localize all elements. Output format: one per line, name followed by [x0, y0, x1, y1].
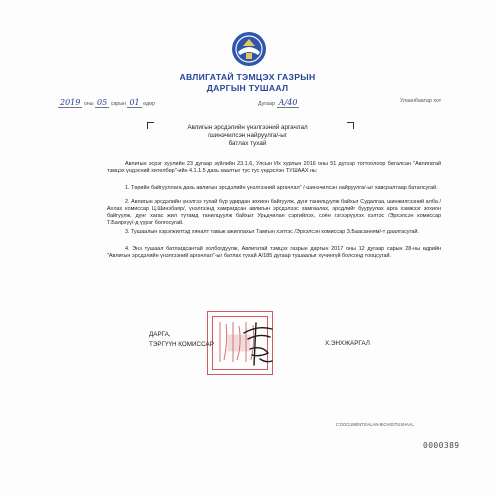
signatory-title-2: ТЭРГҮҮН КОМИССАР — [149, 340, 214, 348]
order-place: Улаанбаатар хот — [400, 98, 442, 104]
date-year-suffix: оны — [83, 101, 94, 107]
date-month: 05 — [97, 98, 108, 107]
handwritten-signature — [238, 319, 278, 369]
date-day: 01 — [129, 98, 140, 107]
file-path: C:DOCUMENTS\ALAN-BICHIG\TUSHAAL — [336, 422, 414, 427]
organization-name: АВЛИГАТАЙ ТЭМЦЭХ ГАЗРЫН — [179, 72, 316, 82]
title-line-1: Авлигын эрсдэлийн үнэлгээний аргачлал — [187, 124, 308, 131]
order-number-value: А/40 — [278, 98, 298, 107]
serial-number: 0000389 — [423, 441, 460, 450]
order-title — [120, 124, 375, 149]
title-line-2: /шинэчилсэн найруулга/-ыг — [207, 132, 288, 140]
date-month-suffix: сарын — [110, 101, 126, 107]
signatory-title-1: ДАРГА, — [149, 331, 171, 338]
date-year: 2019 — [60, 98, 81, 107]
signatory-name: Х.ЭНХЖАРГАЛ — [325, 340, 370, 347]
item-3: 3. Тушаалын хэрэгжилтэд хяналт тавьж ажиллахыг Тамгын хэлтэс /Эрхэлсэн комиссар З.Баасанням/-т даалгасугай. — [125, 229, 419, 235]
intro-paragraph: Авлигын эсрэг хуулийн 23 дугаар зүйлийн 23.1.6, Улсын Их хурлын 2016 оны 51 дүгээр тогтоолоор баталсан "Авлигатай тэмцэх үндэсний хөтөлбөр"-ийн 4.1.1.5 дахь заалтыг тус тус үндэслэн ТУШААХ нь: — [107, 161, 441, 175]
item-1: 1. Төрийн байгууллага дахь авлигын эрсдэлийн үнэлгээний аргачлал" /-шинэчилсэн найруулга/-ыг хавсралтаар баталсугай. — [125, 185, 438, 191]
order-number-label: Дугаар — [258, 101, 276, 107]
state-emblem-icon — [231, 30, 267, 68]
item-4: 4. Энэ тушаал батлагдсантай холбогдуулж, Авлигатай тэмцэх газрын даргын 2017 оны 12 дугаар сарын 28-ны өдрийн "Авлигын эрсдэлийн үнэлгээний аргачлал"-ыг батлах тухай А/185 дугаар тушаалыг хүчингүй болсонд тооцсугай. — [107, 246, 441, 260]
document-type: ДАРГЫН ТУШААЛ — [206, 83, 289, 93]
signatory-title — [149, 330, 214, 349]
order-date — [58, 98, 228, 107]
date-day-suffix: өдөр — [143, 101, 156, 107]
title-line-3: батлах тухай — [228, 140, 267, 148]
order-number — [258, 98, 299, 107]
item-2: 2. Авлигын эрсдэлийн үнэлгээ тухай бүр удирдан зохион байгуулж, дүнг танилцуулж байхыг Судалгаа, шинжилгээний алба /Ахлах комиссар Ц.Шинэбаяр/, үнэлгээнд хамрагдсан авлигын эрсдэлээс хамгаалах, эрсдлийг бууруулах арга хэмжээг зохион байгуулж, дүнг хагас жил тутамд танилцуулж байхыг Урьдчилан сэргийлэх, соён гэгээрүүлэх хэлтэс /Эрхэлсэн комиссар Т.Баярхүү/-д үүрэг болгосугай. — [107, 199, 441, 227]
